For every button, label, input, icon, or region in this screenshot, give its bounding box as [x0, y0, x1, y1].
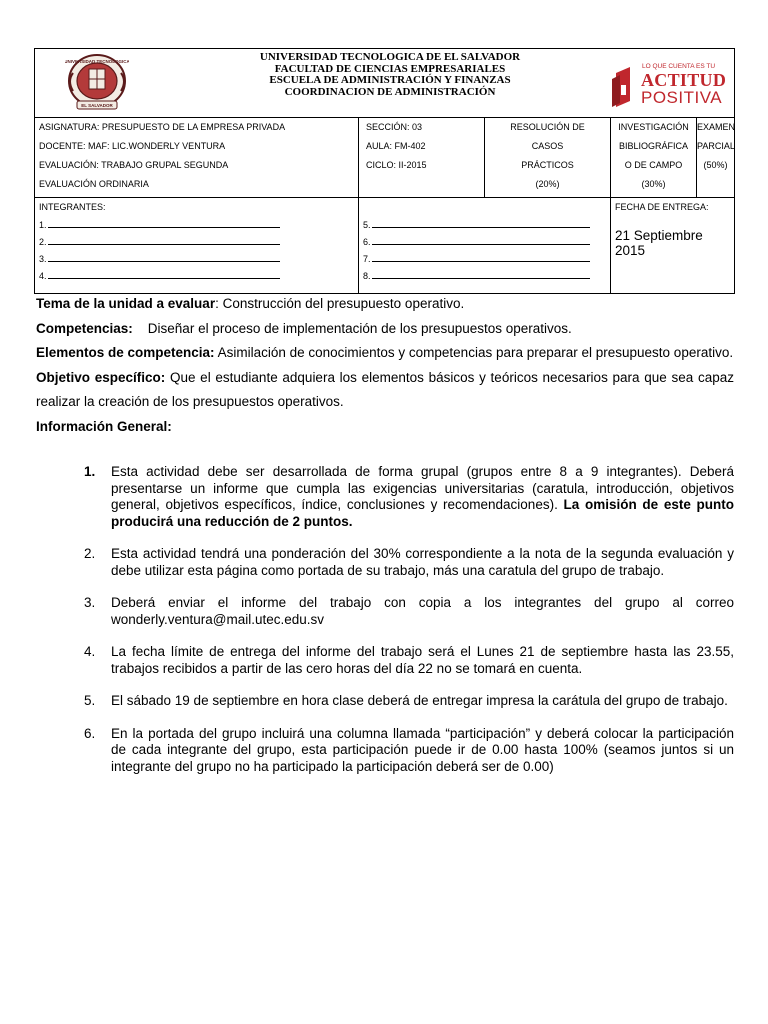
blank-line: [372, 234, 590, 245]
integrante-number: 8.: [363, 271, 371, 281]
competencias-paragraph: [36, 317, 734, 342]
integrante-line-8[interactable]: [359, 268, 610, 285]
list-item: [84, 726, 734, 776]
tema-label: Tema de la unidad a evaluar: [36, 296, 216, 311]
investigacion-line-1: INVESTIGACIÓN: [618, 122, 689, 132]
brand-cell: [641, 49, 735, 118]
seal-text: UNIVERSIDAD TECNOLOGICA: [65, 59, 129, 64]
investigacion-line-2: BIBLIOGRÁFICA: [618, 141, 689, 151]
integrante-line-1[interactable]: [35, 217, 358, 234]
integrante-number: 6.: [363, 237, 371, 247]
fecha-entrega-value: 21 Septiembre 2015: [615, 228, 703, 258]
integrante-line-6[interactable]: [359, 234, 610, 251]
faculty-name: FACULTAD DE CIENCIAS EMPRESARIALES: [274, 62, 506, 75]
seal-bottom-text: EL SALVADOR: [81, 103, 113, 108]
casos-line-1: RESOLUCIÓN DE: [510, 122, 585, 132]
list-item: [84, 693, 734, 710]
instructions-list: [84, 464, 734, 791]
university-name: UNIVERSIDAD TECNOLOGICA DE EL SALVADOR: [259, 51, 521, 63]
ciclo-text: CICLO: II-2015: [366, 160, 427, 170]
fecha-entrega-label: FECHA DE ENTREGA:: [615, 202, 709, 212]
elementos-paragraph: [36, 341, 734, 366]
integrante-line-5[interactable]: [359, 217, 610, 234]
brand-word-positiva: POSITIVA: [641, 88, 723, 107]
tema-paragraph: [36, 292, 734, 317]
objetivo-label: Objetivo específico:: [36, 369, 166, 385]
list-number: 1.: [84, 464, 96, 479]
list-number: 2.: [84, 546, 96, 561]
elementos-text: Asimilación de conocimientos y competencias para preparar el presupuesto operativo.: [214, 345, 734, 360]
examen-line-2: PARCIAL (50%): [697, 141, 735, 170]
list-number: 6.: [84, 725, 96, 741]
header-table: [34, 48, 735, 294]
list-text: La fecha límite de entrega del informe del trabajo será el Lunes 21 de septiembre hasta las 23.55, trabajos recibidos a partir de las cero horas del día 22 no se tomará en cuenta.: [111, 644, 734, 676]
casos-line-2: CASOS: [531, 141, 564, 151]
blank-line: [48, 217, 280, 228]
tema-text: : Construcción del presupuesto operativo.: [215, 296, 465, 311]
list-item: [84, 595, 734, 628]
casos-practicos-cell: [485, 118, 611, 198]
list-text: El sábado 19 de septiembre en hora clase deberá de entregar impresa la carátula del grupo de trabajo.: [111, 693, 728, 708]
list-item: [84, 644, 734, 677]
integrante-number: 3.: [39, 254, 47, 264]
examen-line-1: EXAMEN: [697, 122, 736, 132]
brand-word-actitud: ACTITUD: [641, 70, 727, 90]
list-text: Esta actividad debe ser desarrollada de forma grupal (grupos entre 8 a 9 integrantes). Deberá presentarse un informe que cumpla las exigencias universitarias (caratula, introducción, objetivos general, objetivos específicos, índice, conclusiones y recomendaciones).: [111, 464, 734, 512]
list-item: [84, 546, 734, 579]
info-general-heading: Información General:: [36, 418, 172, 434]
fecha-entrega-cell: [611, 198, 735, 294]
coordination-name: COORDINACION DE ADMINISTRACIÓN: [284, 85, 496, 98]
blank-line: [48, 251, 280, 262]
evaluacion-text-1: EVALUACIÓN: TRABAJO GRUPAL SEGUNDA: [39, 160, 229, 170]
blank-line: [48, 234, 280, 245]
brand-logo: [608, 63, 726, 109]
integrante-line-7[interactable]: [359, 251, 610, 268]
brand-tagline: LO QUE CUENTA ES TU: [642, 63, 716, 70]
investigacion-line-4: (30%): [641, 179, 666, 189]
integrantes-left-cell: [35, 198, 359, 294]
investigacion-line-3: O DE CAMPO: [624, 160, 683, 170]
casos-line-4: (20%): [535, 179, 560, 189]
list-text: En la portada del grupo incluirá una columna llamada “participación” y deberá colocar la participación de cada integrante del grupo, esta participación puede ir de 0.00 hasta 100% (seamos juntos si un integrante del grupo no ha participado la participación deberá ser de 0.00): [111, 725, 734, 774]
blank-line: [372, 251, 590, 262]
document-body: [36, 292, 734, 439]
university-seal-logo: [65, 53, 129, 113]
elementos-label: Elementos de competencia:: [36, 345, 215, 360]
blank-line: [372, 217, 590, 228]
section-info-cell: [359, 118, 485, 198]
school-name: ESCUELA DE ADMINISTRACIÓN Y FINANZAS: [269, 74, 511, 86]
blank-line: [48, 268, 280, 279]
list-text: Esta actividad tendrá una ponderación del 30% correspondiente a la nota de la segunda evaluación y debe utilizar esta página como portada de su trabajo, más una caratula del grupo de trabajo.: [111, 546, 734, 578]
aula-text: AULA: FM-402: [366, 141, 426, 151]
examen-cell: [697, 118, 735, 198]
competencias-text: Diseñar el proceso de implementación de los presupuestos operativos.: [147, 320, 572, 336]
list-text: Deberá enviar el informe del trabajo con copia a los integrantes del grupo al correo wonderly.ventura@mail.utec.edu.sv: [111, 595, 734, 627]
evaluacion-text-2: EVALUACIÓN ORDINARIA: [39, 179, 149, 189]
docente-text: DOCENTE: MAF: LIC.WONDERLY VENTURA: [39, 141, 226, 151]
university-seal-cell: [35, 49, 521, 118]
integrante-number: 1.: [39, 220, 47, 230]
seccion-text: SECCIÓN: 03: [366, 122, 423, 132]
investigacion-cell: [611, 118, 697, 198]
integrante-line-2[interactable]: [35, 234, 358, 251]
asignatura-text: ASIGNATURA: PRESUPUESTO DE LA EMPRESA PRIVADA: [39, 122, 286, 132]
integrante-line-3[interactable]: [35, 251, 358, 268]
course-info-cell: [35, 118, 359, 198]
list-number: 5.: [84, 693, 96, 708]
objetivo-text: Que el estudiante adquiera los elementos básicos y teóricos necesarios para que sea capaz realizar la creación de los presupuestos operativos.: [36, 369, 734, 409]
integrante-number: 4.: [39, 271, 47, 281]
list-number: 4.: [84, 644, 96, 659]
integrantes-right-cell: [359, 198, 611, 294]
integrante-number: 7.: [363, 254, 371, 264]
list-item: [84, 464, 734, 530]
list-bold-text: La omisión de este punto producirá una reducción de 2 puntos.: [111, 497, 735, 529]
casos-line-3: PRÁCTICOS: [521, 160, 574, 170]
integrante-number: 5.: [363, 220, 371, 230]
integrantes-label: INTEGRANTES:: [39, 202, 106, 212]
university-header-text: [225, 49, 555, 98]
integrante-line-4[interactable]: [35, 268, 358, 285]
objetivo-paragraph: [36, 366, 734, 415]
integrante-number: 2.: [39, 237, 47, 247]
competencias-label: Competencias:: [36, 320, 133, 336]
list-number: 3.: [84, 595, 96, 610]
brand-mark-icon: [608, 65, 640, 109]
blank-line: [372, 268, 590, 279]
